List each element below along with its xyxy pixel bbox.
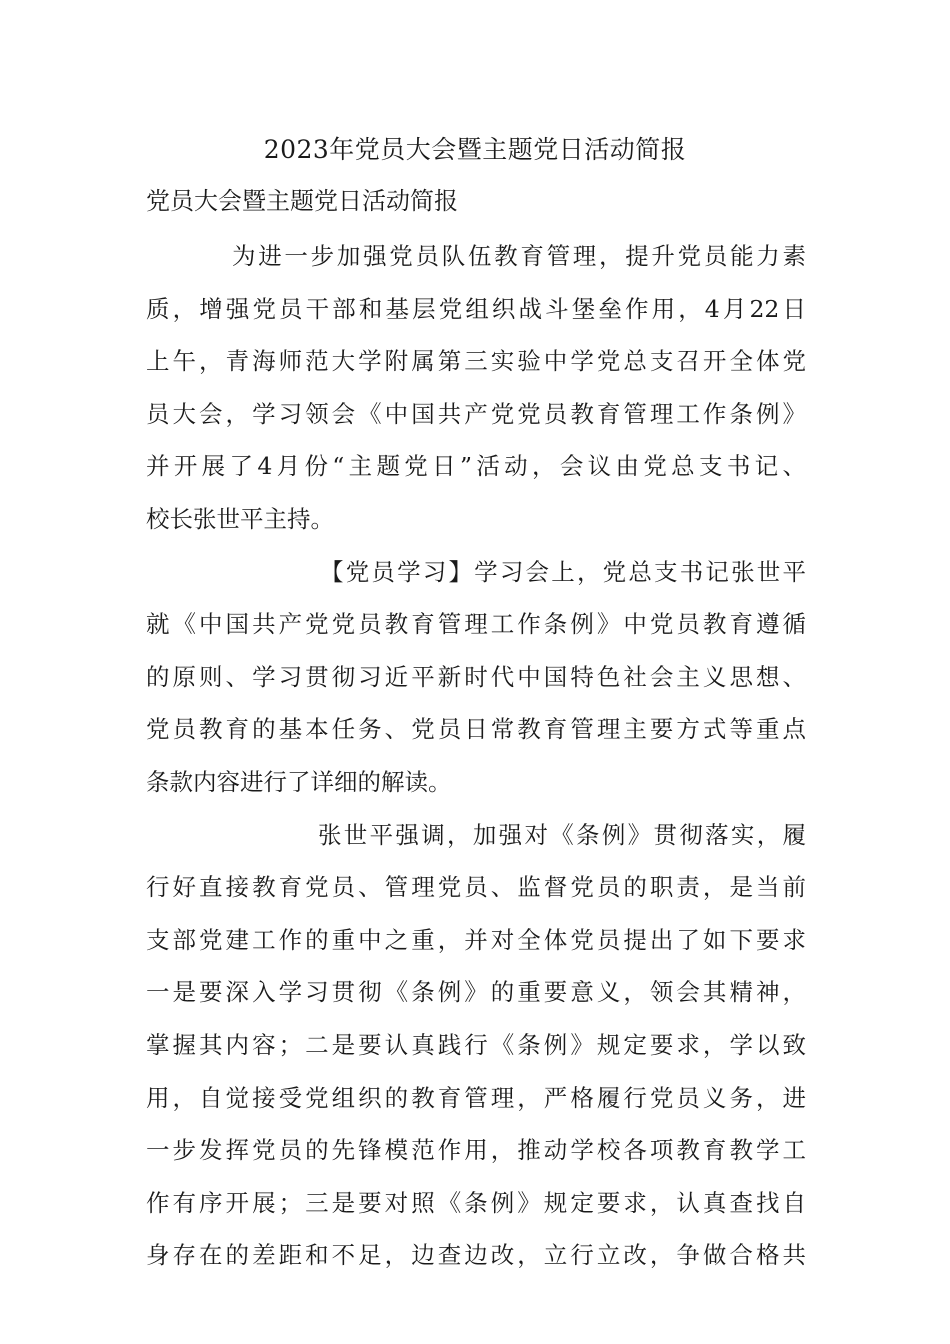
paragraph-line: 条款内容进行了详细的解读。 (146, 767, 452, 796)
paragraph-line: 张世平强调，加强对《条例》贯彻落实，履 (318, 820, 806, 849)
paragraph-requirements (146, 809, 806, 1282)
paragraph-line: 的原则、学习贯彻习近平新时代中国特色社会主义思想、 (146, 662, 806, 691)
paragraph-party-study (146, 546, 806, 809)
paragraph-line: 校长张世平主持。 (146, 504, 334, 533)
paragraph-line: 【党员学习】学习会上，党总支书记张世平 (320, 557, 806, 586)
paragraph-line: 掌握其内容；二是要认真践行《条例》规定要求，学以致 (146, 1030, 806, 1059)
paragraph-intro (146, 230, 806, 546)
document-title: 2023年党员大会暨主题党日活动简报 (263, 135, 687, 164)
paragraph-line: 用，自觉接受党组织的教育管理，严格履行党员义务，进 (146, 1083, 806, 1112)
paragraph-line: 就《中国共产党党员教育管理工作条例》中党员教育遵循 (146, 610, 806, 639)
paragraph-line: 行好直接教育党员、管理党员、监督党员的职责，是当前 (146, 873, 806, 902)
paragraph-line: 一是要深入学习贯彻《条例》的重要意义，领会其精神， (146, 978, 806, 1007)
paragraph-line: 并开展了4月份“主题党日”活动，会议由党总支书记、 (146, 452, 806, 481)
paragraph-line: 支部党建工作的重中之重，并对全体党员提出了如下要求 (146, 925, 806, 954)
paragraph-line: 一步发挥党员的先锋模范作用，推动学校各项教育教学工 (146, 1136, 806, 1165)
paragraph-line: 员大会，学习领会《中国共产党党员教育管理工作条例》 (146, 399, 806, 428)
document-subtitle: 党员大会暨主题党日活动简报 (146, 187, 458, 215)
paragraph-line: 作有序开展；三是要对照《条例》规定要求，认真查找自 (146, 1188, 806, 1217)
paragraph-line: 身存在的差距和不足，边查边改，立行立改，争做合格共 (146, 1241, 806, 1270)
document-body (146, 230, 806, 1282)
paragraph-line: 党员教育的基本任务、党员日常教育管理主要方式等重点 (146, 715, 806, 744)
paragraph-line: 上午，青海师范大学附属第三实验中学党总支召开全体党 (146, 347, 806, 376)
paragraph-line: 为进一步加强党员队伍教育管理，提升党员能力素 (232, 242, 806, 270)
paragraph-line: 质，增强党员干部和基层党组织战斗堡垒作用，4月22日 (146, 294, 806, 323)
